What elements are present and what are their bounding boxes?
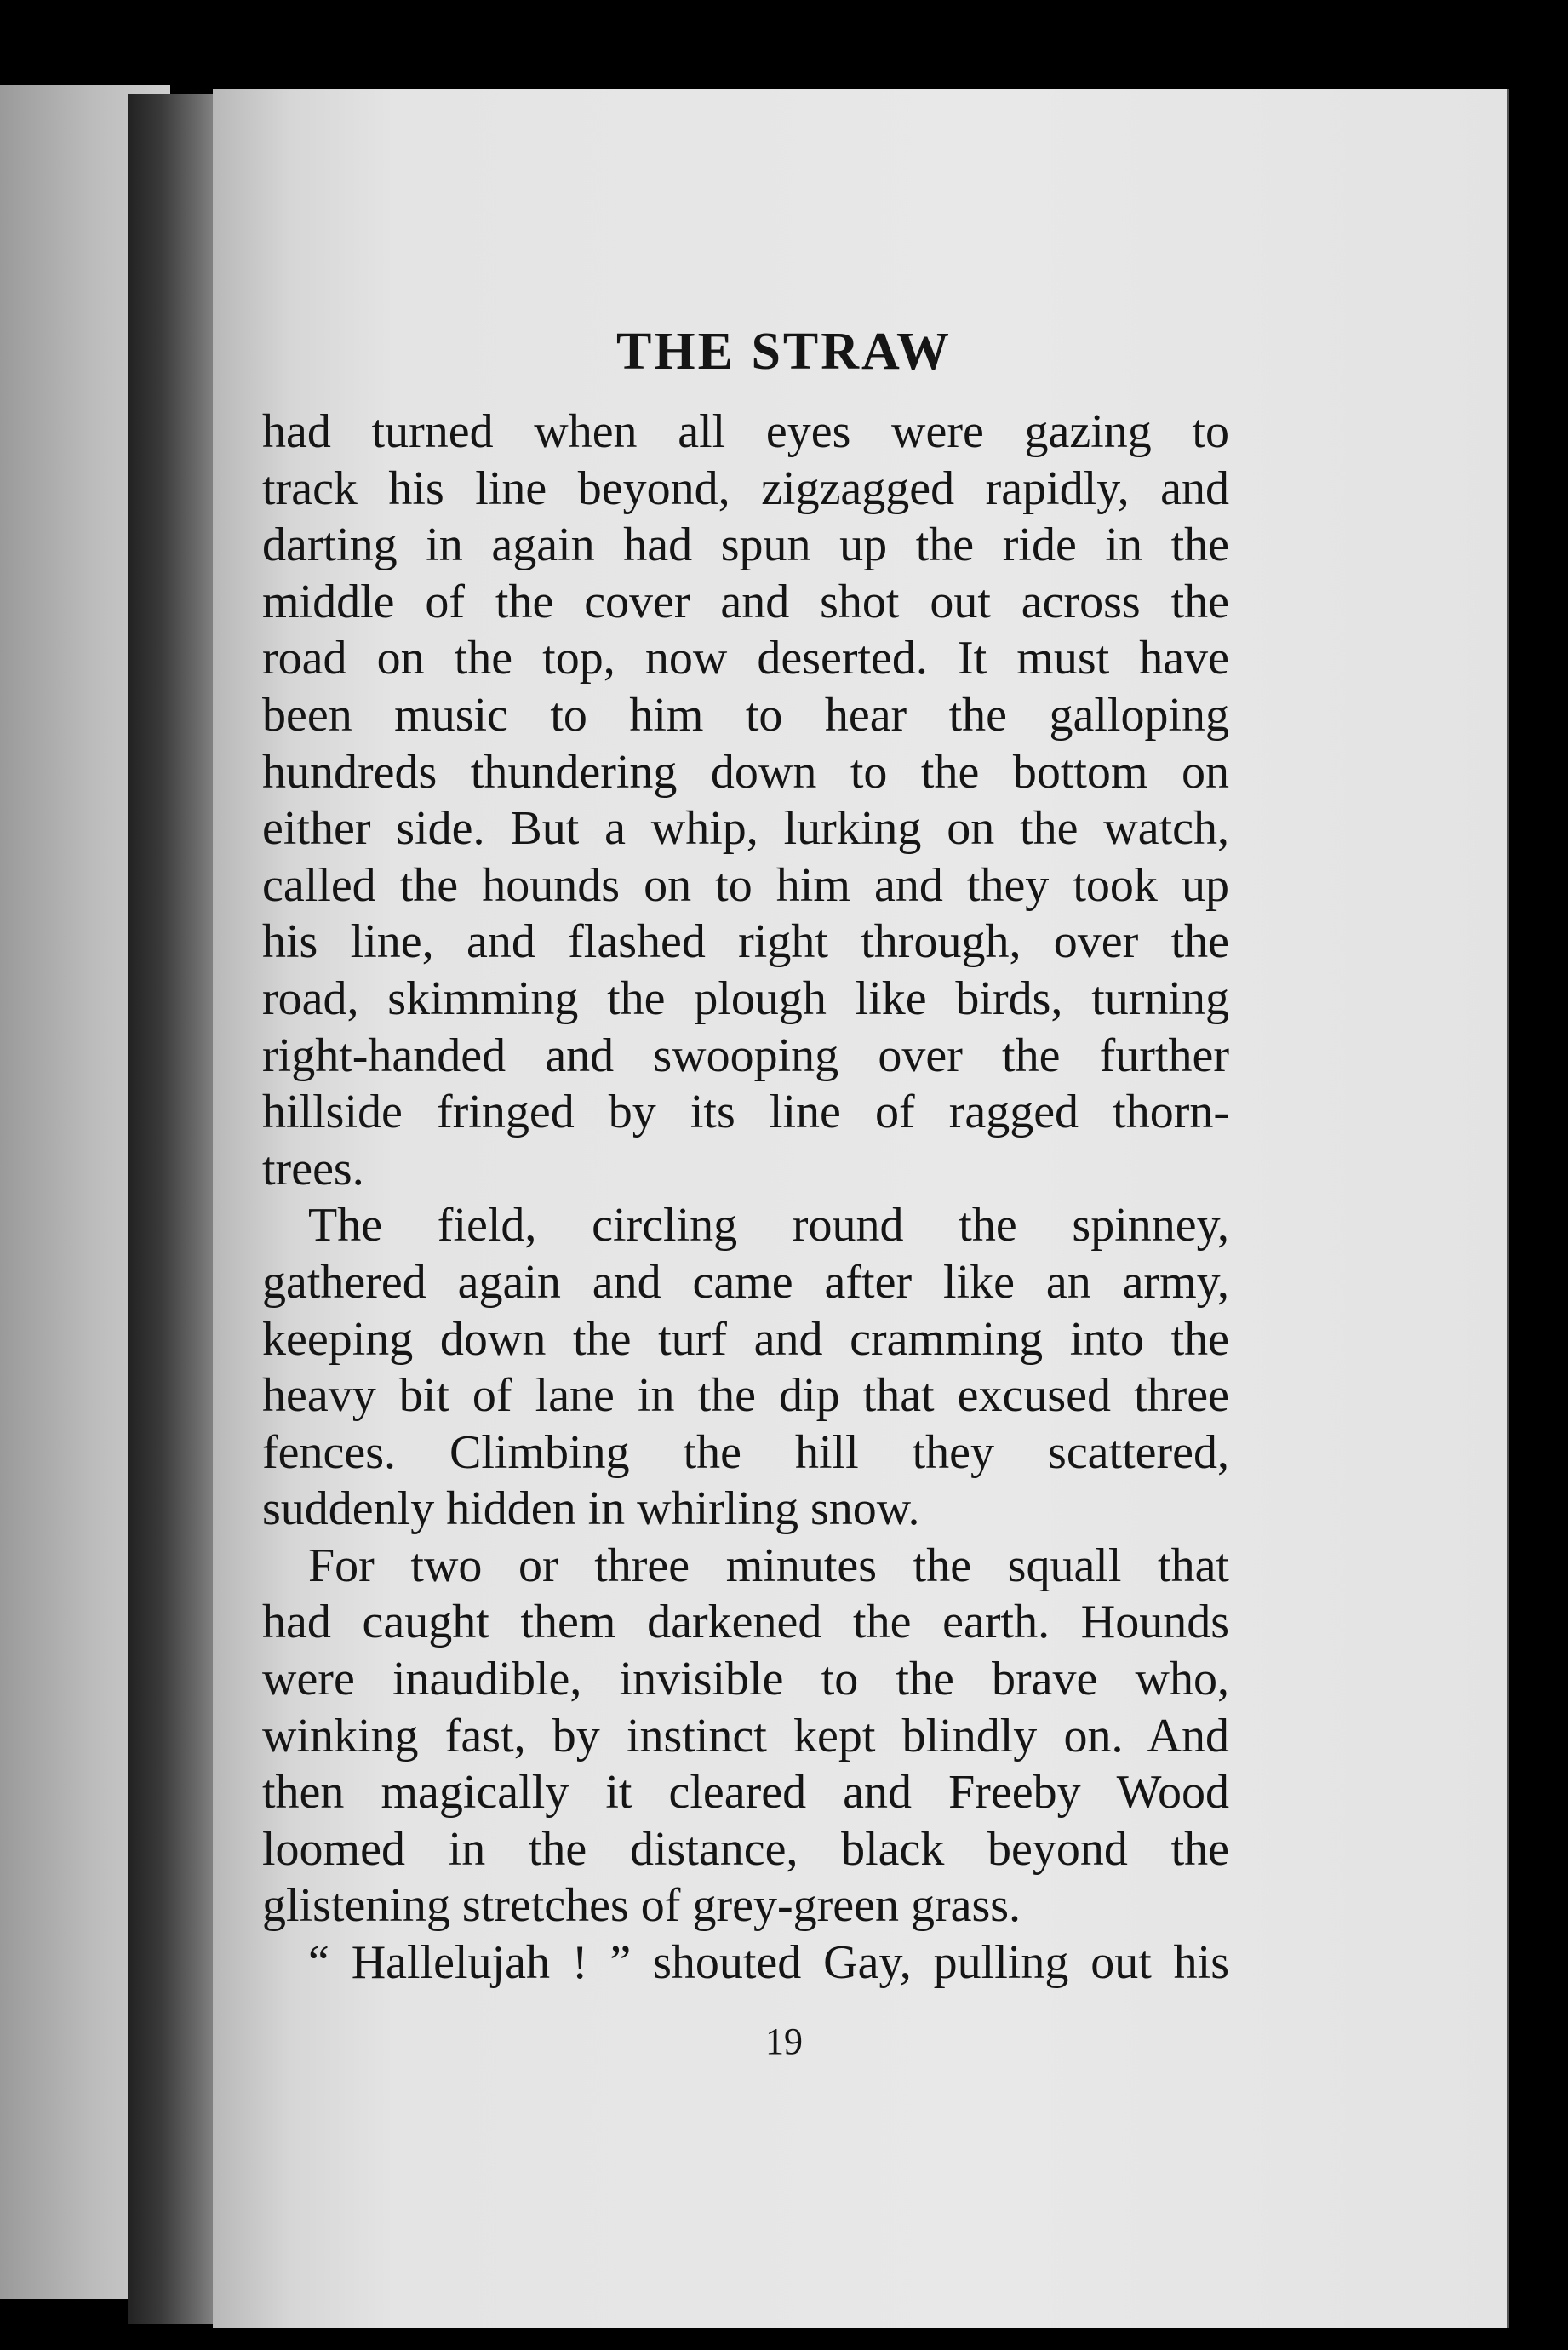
text-line: “ Hallelujah ! ” shouted Gay, pulling out his [308,1936,1229,1990]
text-line: been music to him to hear the galloping [262,688,1229,742]
text-line: called the hounds on to him and they took up [262,858,1229,912]
text-line: middle of the cover and shot out across the [262,575,1229,628]
text-line: winking fast, by instinct kept blindly on. And [262,1709,1229,1762]
text-line: trees. [262,1142,364,1195]
text-line: fences. Climbing the hill they scattered, [262,1425,1229,1479]
text-line: heavy bit of lane in the dip that excused three [262,1369,1229,1423]
running-title: THE STRAW [616,323,952,381]
text-line: gathered again and came after like an army, [262,1255,1229,1309]
text-line: road on the top, now deserted. It must have [262,632,1229,685]
text-line: were inaudible, invisible to the brave who, [262,1653,1229,1706]
text-line: then magically it cleared and Freeby Wood [262,1766,1229,1820]
text-line: loomed in the distance, black beyond the [262,1822,1229,1876]
text-line: his line, and flashed right through, over the [262,915,1229,969]
text-line: hillside fringed by its line of ragged thorn- [262,1086,1229,1139]
text-line: glistening stretches of grey-green grass. [262,1879,1021,1933]
text-line: keeping down the turf and cramming into the [262,1312,1229,1366]
text-line: track his line beyond, zigzagged rapidly, and [262,461,1229,515]
text-line: had turned when all eyes were gazing to [262,405,1229,458]
page-number: 19 [765,2020,803,2062]
text-line: either side. But a whip, lurking on the watch, [262,802,1229,856]
text-line: right-handed and swooping over the further [262,1029,1229,1082]
text-line: had caught them darkened the earth. Hounds [262,1596,1229,1649]
text-line: darting in again had spun up the ride in the [262,519,1229,572]
text-line: For two or three minutes the squall that [308,1539,1229,1592]
text-line: The field, circling round the spinney, [308,1199,1229,1252]
text-line: hundreds thundering down to the bottom on [262,745,1229,799]
body-text [262,404,1229,1992]
text-line: road, skimming the plough like birds, turning [262,972,1229,1025]
text-line: suddenly hidden in whirling snow. [262,1482,920,1536]
